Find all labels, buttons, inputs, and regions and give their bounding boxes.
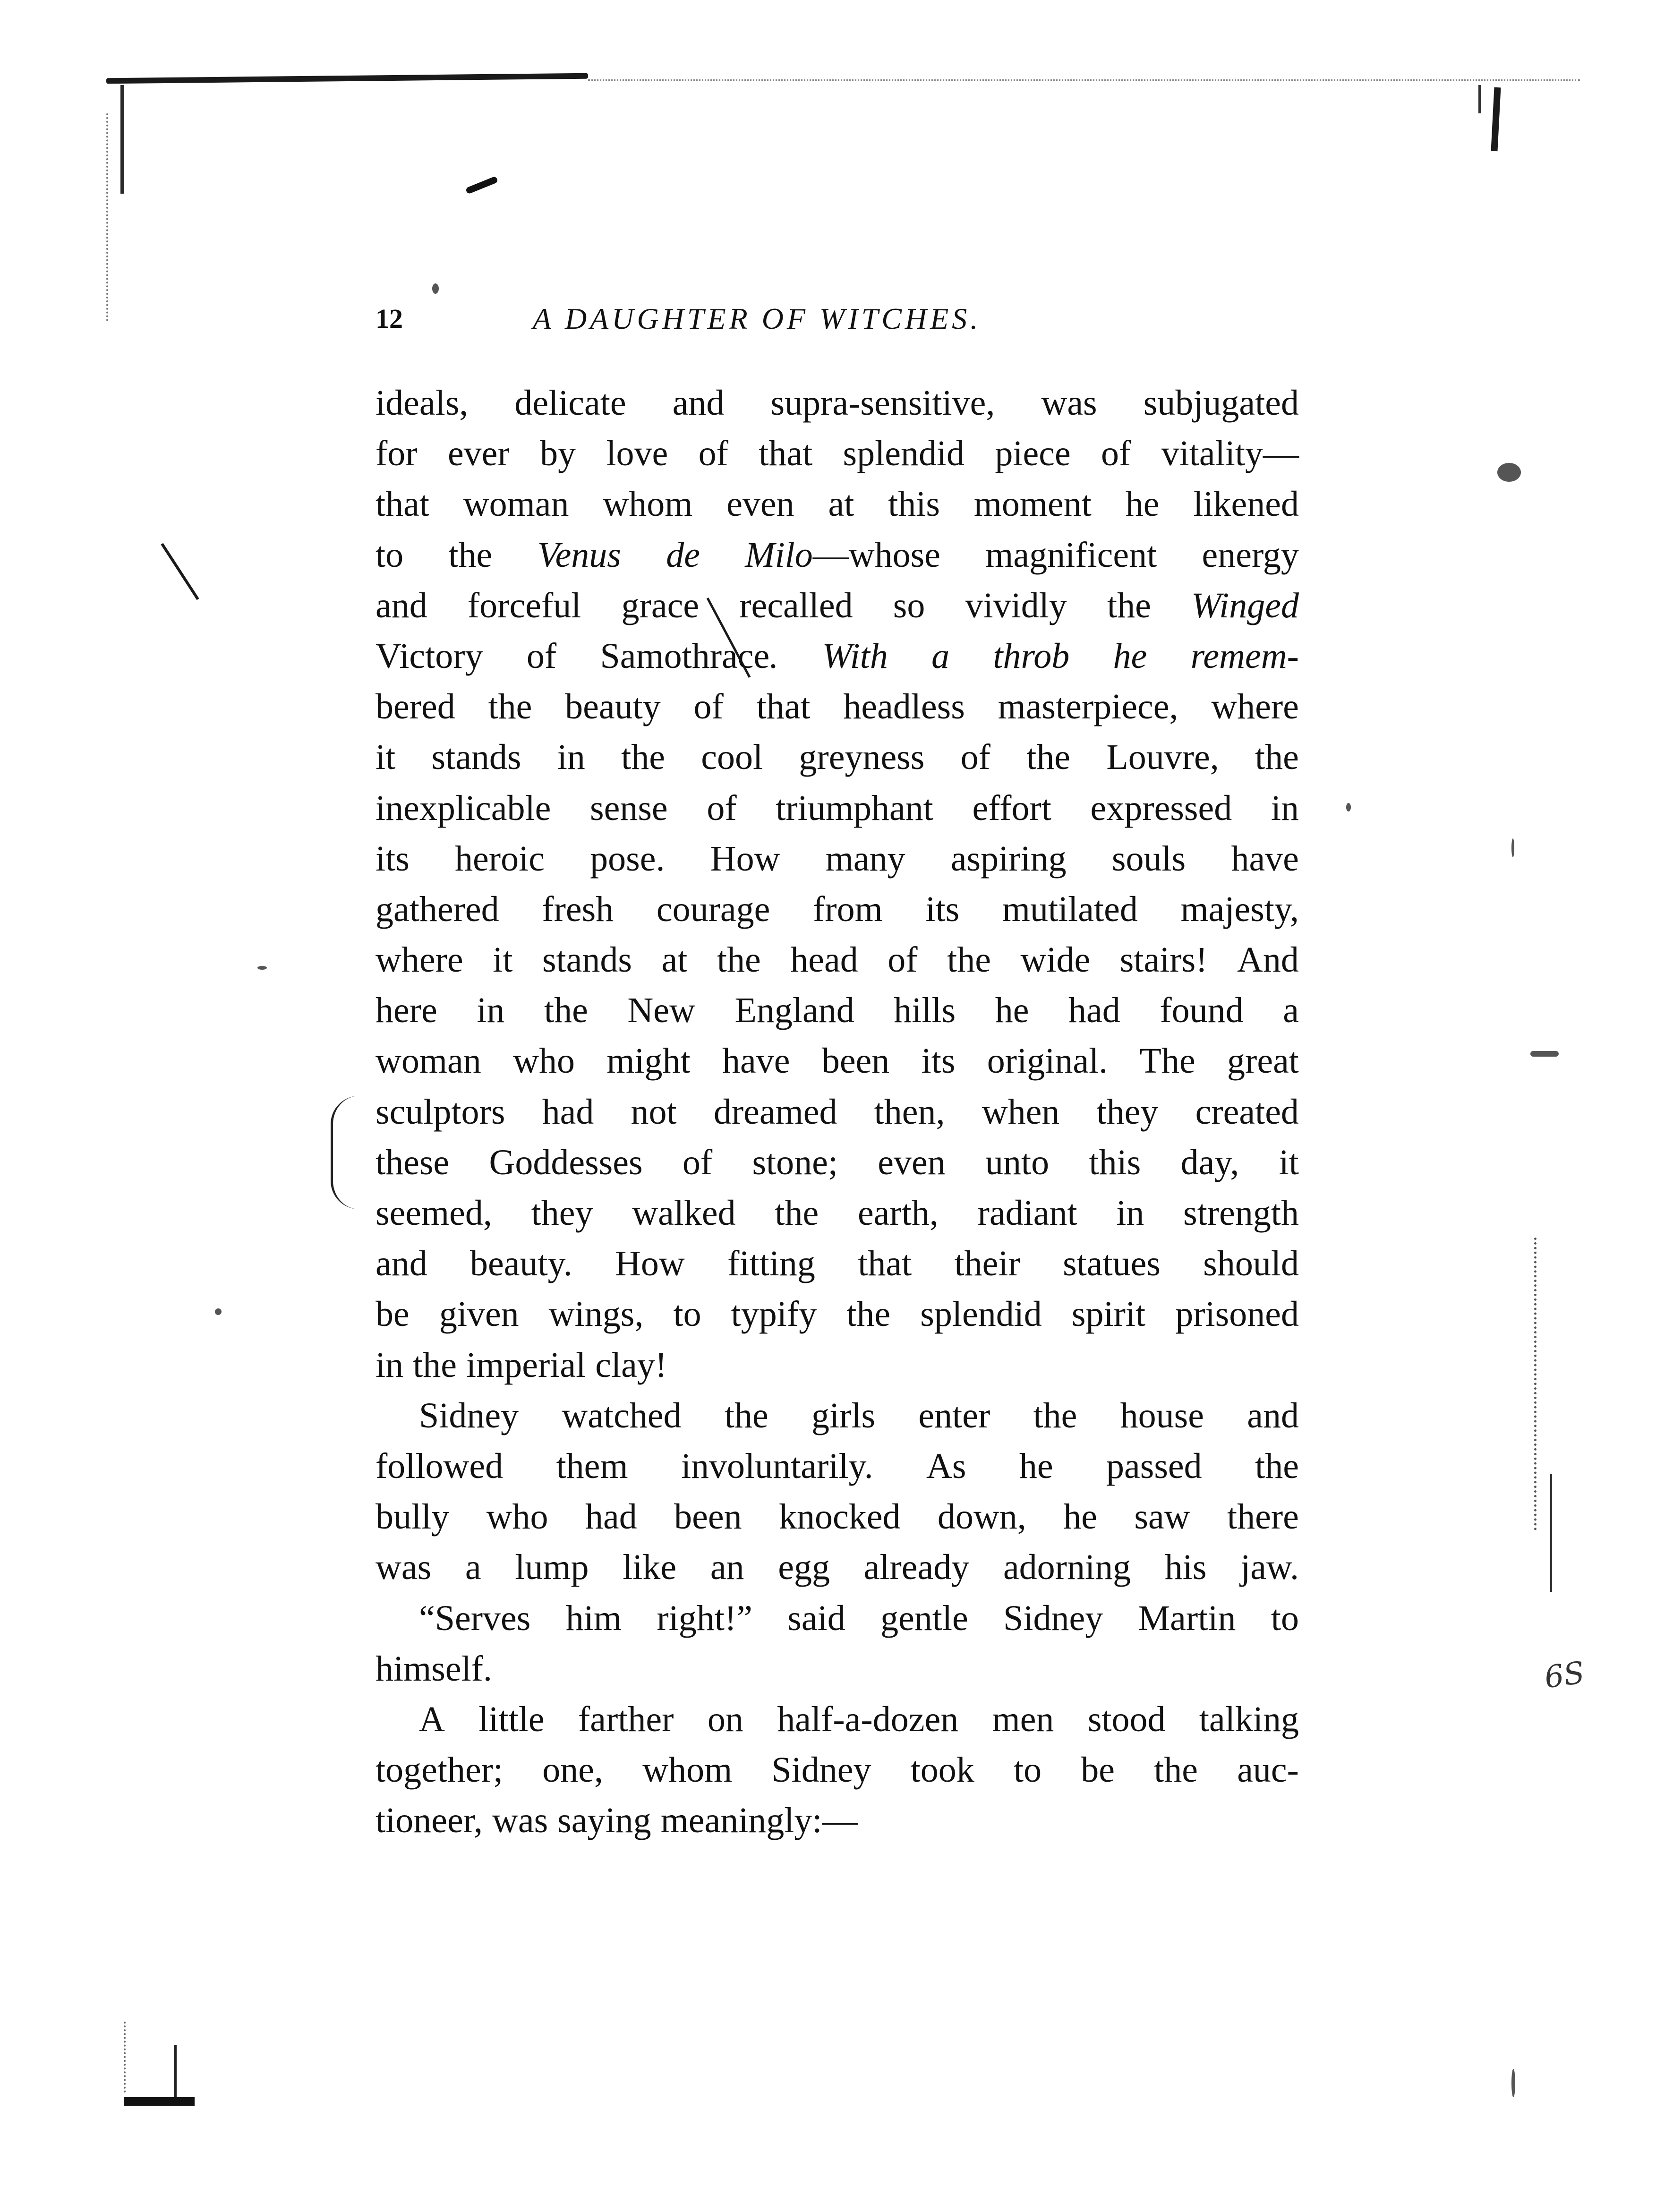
- word: Goddesses: [489, 1142, 643, 1182]
- word: knocked: [779, 1497, 901, 1537]
- word: effort: [972, 788, 1051, 828]
- word: energy: [1202, 535, 1299, 575]
- word: New: [627, 991, 695, 1031]
- word: “Serves: [419, 1598, 531, 1638]
- word: whom: [603, 484, 693, 524]
- word: A: [419, 1699, 445, 1739]
- word: been: [674, 1497, 742, 1537]
- word: an: [710, 1547, 744, 1588]
- word: of: [1101, 434, 1131, 474]
- word: then,: [874, 1092, 945, 1132]
- word: when: [982, 1092, 1060, 1132]
- word: prisoned: [1175, 1294, 1299, 1334]
- word: they: [1096, 1092, 1159, 1132]
- word: jaw.: [1240, 1547, 1299, 1588]
- text-line: [376, 1441, 1299, 1492]
- word: subjugated: [1143, 383, 1299, 423]
- word: stood: [1087, 1699, 1166, 1739]
- scan-bottom-corner-mark: [124, 2097, 195, 2106]
- word: egg: [778, 1547, 830, 1588]
- word: be: [1081, 1750, 1115, 1790]
- text-line: [376, 1137, 1299, 1188]
- word: masterpiece,: [998, 687, 1178, 727]
- word: and: [1247, 1395, 1299, 1435]
- word: in: [477, 991, 505, 1031]
- text-line: [376, 1188, 1299, 1238]
- word: seemed,: [376, 1193, 492, 1233]
- word: the: [413, 1345, 457, 1385]
- word: his: [1164, 1547, 1207, 1588]
- word: sculptors: [376, 1092, 505, 1132]
- word: involuntarily.: [681, 1446, 873, 1486]
- word: greyness: [799, 737, 925, 777]
- word: its: [921, 1041, 956, 1081]
- running-head: [376, 298, 1157, 340]
- word: dreamed: [713, 1092, 837, 1132]
- word: took: [910, 1750, 974, 1790]
- word: of: [707, 788, 737, 828]
- word: that: [759, 434, 813, 474]
- word: where: [376, 940, 463, 980]
- word: tioneer,: [376, 1801, 483, 1841]
- word: fitting: [727, 1244, 815, 1284]
- word: have: [722, 1041, 790, 1081]
- text-line: [376, 530, 1299, 581]
- word: love: [606, 434, 668, 474]
- word: saw: [1134, 1497, 1190, 1537]
- text-line: [376, 935, 1299, 985]
- word: gathered: [376, 889, 499, 929]
- scan-left-dotted-edge: [106, 113, 108, 321]
- word: expressed: [1090, 788, 1232, 828]
- word: him: [565, 1598, 622, 1638]
- text-line: [376, 378, 1299, 428]
- word: the: [1026, 737, 1071, 777]
- word: be: [376, 1294, 410, 1334]
- word: had: [542, 1092, 594, 1132]
- scan-bottom-corner-vertical: [174, 2045, 177, 2102]
- word: lump: [515, 1547, 589, 1588]
- text-line: [376, 783, 1299, 834]
- word: even: [878, 1142, 946, 1182]
- text-line: [376, 1289, 1299, 1340]
- text-line: [376, 1238, 1299, 1289]
- word: statues: [1063, 1244, 1161, 1284]
- word: even: [726, 484, 794, 524]
- word: stands: [431, 737, 521, 777]
- word: he: [1113, 636, 1147, 676]
- word: many: [825, 838, 905, 879]
- word: said: [787, 1598, 845, 1638]
- word: mutilated: [1002, 889, 1138, 929]
- text-line: [376, 1644, 1299, 1694]
- word: the: [1033, 1395, 1077, 1435]
- word: in: [557, 737, 585, 777]
- word: original.: [987, 1041, 1108, 1081]
- word: the: [947, 940, 991, 980]
- word: hills: [894, 991, 956, 1031]
- word: and: [376, 585, 427, 625]
- word: right!”: [657, 1598, 752, 1638]
- word: like: [623, 1547, 677, 1588]
- word: wide: [1020, 940, 1091, 980]
- word: de: [666, 535, 700, 575]
- word: followed: [376, 1446, 504, 1486]
- word: stairs!: [1119, 940, 1208, 980]
- word: this: [888, 484, 940, 524]
- word: splendid: [843, 434, 965, 474]
- word: on: [707, 1699, 743, 1739]
- word: the: [775, 1193, 819, 1233]
- word: woman: [463, 484, 569, 524]
- word: to: [673, 1294, 701, 1334]
- word: these: [376, 1142, 450, 1182]
- word: vitality—: [1161, 434, 1299, 474]
- text-line: [376, 1492, 1299, 1542]
- word: strength: [1183, 1193, 1299, 1233]
- scan-right-tick-mark: [1491, 87, 1501, 152]
- word: recalled: [739, 585, 853, 625]
- word: the: [1154, 1750, 1198, 1790]
- text-line: [376, 581, 1299, 631]
- word: down,: [937, 1497, 1026, 1537]
- word: bered: [376, 687, 455, 727]
- word: he: [1063, 1497, 1097, 1537]
- word: men: [992, 1699, 1054, 1739]
- word: where: [1211, 687, 1299, 727]
- word: grace: [621, 585, 700, 625]
- word: together;: [376, 1750, 504, 1790]
- word: majesty,: [1180, 889, 1299, 929]
- word: auc-: [1237, 1750, 1299, 1790]
- word: of: [960, 737, 990, 777]
- word: throb: [993, 636, 1070, 676]
- word: beauty.: [470, 1244, 572, 1284]
- margin-bracket-mark: [331, 1096, 361, 1209]
- word: its: [925, 889, 960, 929]
- word: created: [1195, 1092, 1299, 1132]
- word: supra-sensitive,: [770, 383, 995, 423]
- word: The: [1139, 1041, 1195, 1081]
- word: stone;: [752, 1142, 838, 1182]
- word: one,: [542, 1750, 604, 1790]
- word: gentle: [880, 1598, 968, 1638]
- word: of: [698, 434, 728, 474]
- word: Samothrace.: [600, 636, 779, 676]
- word: it: [493, 940, 513, 980]
- word: of: [888, 940, 918, 980]
- word: cool: [701, 737, 763, 777]
- text-line: [376, 1694, 1299, 1745]
- word: spirit: [1071, 1294, 1146, 1334]
- word: the: [846, 1294, 891, 1334]
- word: little: [478, 1699, 545, 1739]
- word: was: [1041, 383, 1097, 423]
- word: England: [734, 991, 854, 1031]
- word: Sidney: [419, 1395, 519, 1435]
- word: piece: [995, 434, 1071, 474]
- word: headless: [843, 687, 965, 727]
- scan-speck: [1346, 803, 1351, 811]
- word: inexplicable: [376, 788, 551, 828]
- word: so: [893, 585, 925, 625]
- word: and: [376, 1244, 427, 1284]
- word: the: [448, 535, 493, 575]
- word: head: [790, 940, 858, 980]
- word: watched: [562, 1395, 682, 1435]
- word: this: [1089, 1142, 1141, 1182]
- text-line: [376, 1391, 1299, 1441]
- margin-handwritten-annotation: 6S: [1542, 1655, 1587, 1696]
- word: should: [1203, 1244, 1299, 1284]
- word: remem-: [1190, 636, 1299, 676]
- word: they: [531, 1193, 593, 1233]
- word: the: [1255, 737, 1299, 777]
- word: the: [488, 687, 532, 727]
- text-line: [376, 428, 1299, 479]
- word: With: [822, 636, 888, 676]
- word: who: [486, 1497, 548, 1537]
- word: of: [693, 687, 724, 727]
- word: at: [661, 940, 688, 980]
- word: he: [1019, 1446, 1053, 1486]
- word: to: [376, 535, 404, 575]
- scan-right-margin-noise: [1534, 1238, 1543, 1530]
- word: typify: [731, 1294, 817, 1334]
- word: pose.: [590, 838, 665, 879]
- word: in: [1116, 1193, 1144, 1233]
- word: the: [717, 940, 761, 980]
- word: walked: [632, 1193, 736, 1233]
- word: clay!: [595, 1345, 667, 1385]
- margin-slash-mark: [161, 543, 199, 600]
- word: courage: [656, 889, 770, 929]
- word: a: [931, 636, 950, 676]
- word: triumphant: [776, 788, 933, 828]
- text-line: [376, 1745, 1299, 1795]
- scan-speck: [1511, 2069, 1515, 2097]
- word: he: [1125, 484, 1160, 524]
- word: moment: [973, 484, 1092, 524]
- scan-left-corner-mark: [120, 85, 124, 194]
- word: heroic: [455, 838, 545, 879]
- word: Victory: [376, 636, 483, 676]
- text-line: [376, 884, 1299, 935]
- word: Martin: [1138, 1598, 1236, 1638]
- word: ever: [447, 434, 510, 474]
- word: bully: [376, 1497, 450, 1537]
- scan-ink-hook: [465, 176, 498, 194]
- text-line: [376, 631, 1299, 682]
- word: here: [376, 991, 437, 1031]
- word: of: [682, 1142, 713, 1182]
- word: How: [710, 838, 780, 879]
- word: wings,: [548, 1294, 644, 1334]
- word: meaningly:—: [660, 1801, 858, 1841]
- word: the: [1255, 1446, 1299, 1486]
- word: the: [1107, 585, 1151, 625]
- word: it: [376, 737, 396, 777]
- word: of: [526, 636, 557, 676]
- scan-speck: [215, 1308, 222, 1315]
- word: enter: [918, 1395, 990, 1435]
- word: unto: [985, 1142, 1050, 1182]
- word: was: [492, 1801, 548, 1841]
- text-line: [376, 1542, 1299, 1593]
- word: imperial: [466, 1345, 586, 1385]
- word: likened: [1193, 484, 1299, 524]
- word: beauty: [565, 687, 661, 727]
- word: who: [513, 1041, 575, 1081]
- word: Venus: [537, 535, 621, 575]
- word: Winged: [1191, 585, 1299, 625]
- word: that: [376, 484, 429, 524]
- word: Sidney: [1003, 1598, 1103, 1638]
- word: the: [621, 737, 666, 777]
- scan-bottom-left-dots: [124, 2022, 126, 2092]
- text-line: [376, 1340, 1299, 1391]
- word: great: [1227, 1041, 1299, 1081]
- word: forceful: [467, 585, 581, 625]
- word: by: [540, 434, 576, 474]
- word: day,: [1180, 1142, 1239, 1182]
- word: ideals,: [376, 383, 469, 423]
- word: saying: [557, 1801, 651, 1841]
- word: And: [1237, 940, 1299, 980]
- word: passed: [1106, 1446, 1202, 1486]
- word: woman: [376, 1041, 481, 1081]
- word: Louvre,: [1106, 737, 1219, 777]
- word: found: [1160, 991, 1244, 1031]
- word: been: [821, 1041, 890, 1081]
- word: Milo—whose: [745, 535, 940, 575]
- word: stands: [542, 940, 632, 980]
- word: that: [756, 687, 811, 727]
- scan-right-margin-line: [1550, 1474, 1552, 1592]
- running-head-title: A DAUGHTER OF WITCHES.: [533, 302, 982, 335]
- word: in: [376, 1345, 404, 1385]
- word: a: [465, 1547, 481, 1588]
- word: delicate: [514, 383, 626, 423]
- text-line: [376, 1036, 1299, 1086]
- word: was: [376, 1547, 432, 1588]
- word: the: [724, 1395, 768, 1435]
- word: from: [813, 889, 883, 929]
- scan-top-dotted-edge: [588, 79, 1580, 81]
- text-line: [376, 1795, 1299, 1846]
- word: sense: [590, 788, 668, 828]
- word: given: [439, 1294, 519, 1334]
- word: and: [672, 383, 725, 423]
- text-line: [376, 985, 1299, 1036]
- word: half-a-dozen: [777, 1699, 959, 1739]
- word: radiant: [977, 1193, 1077, 1233]
- word: farther: [578, 1699, 674, 1739]
- word: their: [954, 1244, 1020, 1284]
- word: house: [1120, 1395, 1204, 1435]
- text-line: [376, 732, 1299, 783]
- word: to: [1013, 1750, 1042, 1790]
- word: How: [615, 1244, 685, 1284]
- body-text: [376, 378, 1299, 1846]
- word: the: [544, 991, 588, 1031]
- word: As: [926, 1446, 966, 1486]
- word: himself.: [376, 1648, 492, 1689]
- scan-speck: [1511, 838, 1514, 857]
- word: he: [995, 991, 1029, 1031]
- word: its: [376, 838, 410, 879]
- word: talking: [1199, 1699, 1299, 1739]
- text-line: [376, 834, 1299, 884]
- word: magnificent: [985, 535, 1157, 575]
- word: might: [606, 1041, 691, 1081]
- word: adorning: [1003, 1547, 1131, 1588]
- text-line: [376, 682, 1299, 732]
- word: in: [1271, 788, 1299, 828]
- word: that: [858, 1244, 912, 1284]
- word: them: [556, 1446, 628, 1486]
- word: for: [376, 434, 418, 474]
- scan-speck: [257, 966, 267, 970]
- word: a: [1283, 991, 1299, 1031]
- word: not: [631, 1092, 677, 1132]
- word: aspiring: [950, 838, 1067, 879]
- word: had: [585, 1497, 637, 1537]
- text-line: [376, 1593, 1299, 1644]
- word: souls: [1111, 838, 1186, 879]
- word: fresh: [542, 889, 614, 929]
- word: vividly: [965, 585, 1067, 625]
- word: have: [1231, 838, 1299, 879]
- text-line: [376, 1087, 1299, 1137]
- scan-speck: [1530, 1051, 1559, 1057]
- word: Sidney: [771, 1750, 871, 1790]
- word: girls: [811, 1395, 876, 1435]
- word: to: [1271, 1598, 1299, 1638]
- word: earth,: [857, 1193, 939, 1233]
- word: it: [1279, 1142, 1299, 1182]
- scan-speck: [1497, 463, 1521, 482]
- word: at: [828, 484, 854, 524]
- word: whom: [642, 1750, 733, 1790]
- word: had: [1068, 991, 1120, 1031]
- text-line: [376, 479, 1299, 530]
- word: there: [1227, 1497, 1299, 1537]
- page-number: 12: [376, 303, 403, 334]
- word: already: [863, 1547, 970, 1588]
- scan-speck: [432, 283, 439, 294]
- word: splendid: [920, 1294, 1042, 1334]
- scan-top-edge-mark: [106, 73, 588, 84]
- scan-right-tick-small: [1478, 85, 1481, 113]
